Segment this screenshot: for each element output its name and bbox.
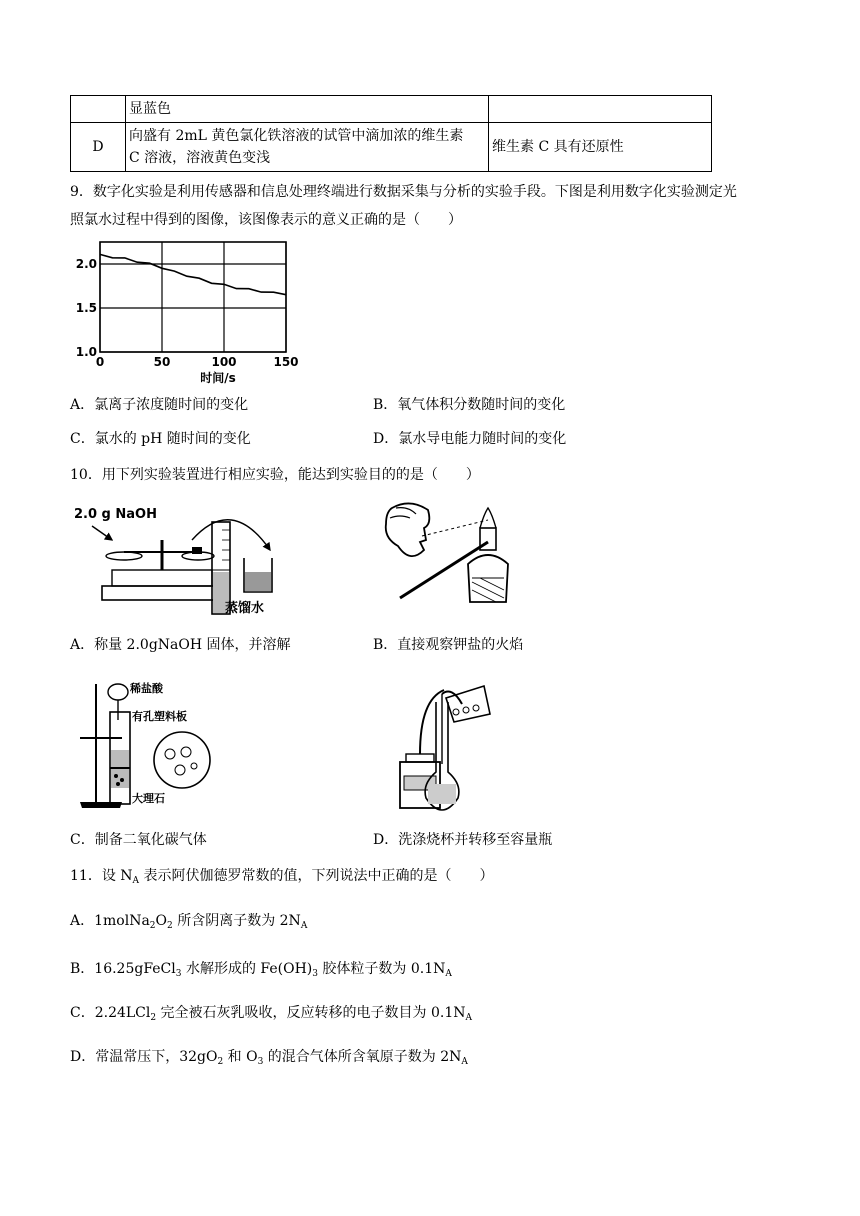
q10-figure-a-balance (72, 500, 292, 618)
figure-label: 2.0 g NaOH (74, 507, 157, 522)
subscript: 3 (175, 969, 182, 979)
option-text: 和 O (223, 1049, 258, 1065)
table-cell: 显蓝色 (126, 96, 489, 123)
q11-option-b[interactable] (70, 958, 452, 985)
table-row (71, 123, 712, 172)
figure-label: 有孔塑料板 (132, 710, 187, 723)
q9-option-d[interactable]: D．氯水导电能力随时间的变化 (373, 431, 567, 447)
subscript: 2 (150, 1013, 157, 1023)
subscript: A (300, 921, 308, 931)
options-table (70, 95, 712, 172)
option-text: 的混合气体所含氧原子数为 2N (263, 1049, 462, 1065)
subscript: 2 (149, 921, 156, 931)
q9-chart (68, 236, 300, 386)
table-cell (126, 123, 489, 172)
subscript: 3 (257, 1057, 264, 1067)
subscript: A (445, 969, 452, 979)
cell-line: C 溶液，溶液黄色变浅 (129, 150, 271, 166)
chart-y-tick-label: 1.5 (75, 301, 97, 315)
figure-label: 蒸馏水 (225, 601, 265, 616)
table-cell (71, 96, 126, 123)
q11-option-a[interactable] (70, 910, 307, 937)
q9-option-a[interactable]: A．氯离子浓度随时间的变化 (70, 397, 249, 413)
chart-series-line (100, 254, 286, 294)
q10-option-b[interactable]: B．直接观察钾盐的火焰 (373, 637, 524, 653)
option-text: O (155, 913, 168, 929)
cell-line: 向盛有 2mL 黄色氯化铁溶液的试管中滴加浓的维生素 (129, 128, 464, 144)
q10-figure-d-volumetric-flask (380, 680, 520, 816)
chart-y-tick-label: 2.0 (75, 257, 97, 271)
subscript: 3 (312, 969, 318, 979)
chart-x-tick-label: 100 (211, 355, 237, 369)
table-cell-label: D (71, 123, 126, 172)
q10-stem: 10．用下列实验装置进行相应实验，能达到实验目的的是（ ） (70, 467, 480, 483)
option-text: C．2.24LCl (70, 1005, 151, 1021)
subscript: A (465, 1013, 473, 1023)
chart-x-tick-label: 0 (95, 355, 105, 369)
q9-option-b[interactable]: B．氧气体积分数随时间的变化 (373, 397, 566, 413)
q10-option-c[interactable]: C．制备二氧化碳气体 (70, 832, 207, 848)
figure-label: 大理石 (132, 792, 165, 805)
chart-x-tick-label: 50 (153, 355, 171, 369)
q9-option-c[interactable]: C．氯水的 pH 随时间的变化 (70, 431, 251, 447)
subscript: A (132, 876, 140, 886)
q10-figure-b-flame-test (380, 498, 520, 618)
option-text: 水解形成的 Fe(OH) (181, 961, 313, 977)
q11-option-d[interactable] (70, 1046, 468, 1073)
subscript: A (461, 1057, 468, 1067)
q10-figure-c-co2-apparatus (70, 680, 230, 812)
q9-stem-line2: 照氯水过程中得到的图像，该图像表示的意义正确的是（ ） (70, 212, 462, 228)
subscript: 2 (217, 1057, 224, 1067)
q11-option-c[interactable] (70, 1002, 472, 1029)
subscript: 2 (167, 921, 173, 931)
table-cell (489, 96, 712, 123)
chart-x-tick-label: 150 (273, 355, 299, 369)
chart-y-tick-label: 1.0 (75, 345, 97, 359)
table-cell: 维生素 C 具有还原性 (489, 123, 712, 172)
q10-option-a[interactable]: A．称量 2.0gNaOH 固体，并溶解 (70, 637, 291, 653)
option-text: B．16.25gFeCl (70, 961, 176, 977)
chart-x-label: 时间/s (200, 371, 236, 385)
option-text: 所含阴离子数为 2N (172, 913, 301, 929)
option-text: 完全被石灰乳吸收，反应转移的电子数目为 0.1N (156, 1005, 466, 1021)
table-row (71, 96, 712, 123)
q11-stem-text: 11．设 N (70, 868, 133, 884)
q11-stem-text: 表示阿伏伽德罗常数的值，下列说法中正确的是（ ） (139, 868, 494, 884)
option-text: 胶体粒子数为 0.1N (317, 961, 446, 977)
option-text: A．1molNa (70, 913, 150, 929)
q9-stem-line1: 9．数字化实验是利用传感器和信息处理终端进行数据采集与分析的实验手段。下图是利用数字化实验测定光 (70, 184, 737, 200)
q11-stem (70, 862, 493, 895)
option-text: D．常温常压下，32gO (70, 1049, 218, 1065)
figure-label: 稀盐酸 (130, 682, 163, 695)
q10-option-d[interactable]: D．洗涤烧杯并转移至容量瓶 (373, 832, 553, 848)
